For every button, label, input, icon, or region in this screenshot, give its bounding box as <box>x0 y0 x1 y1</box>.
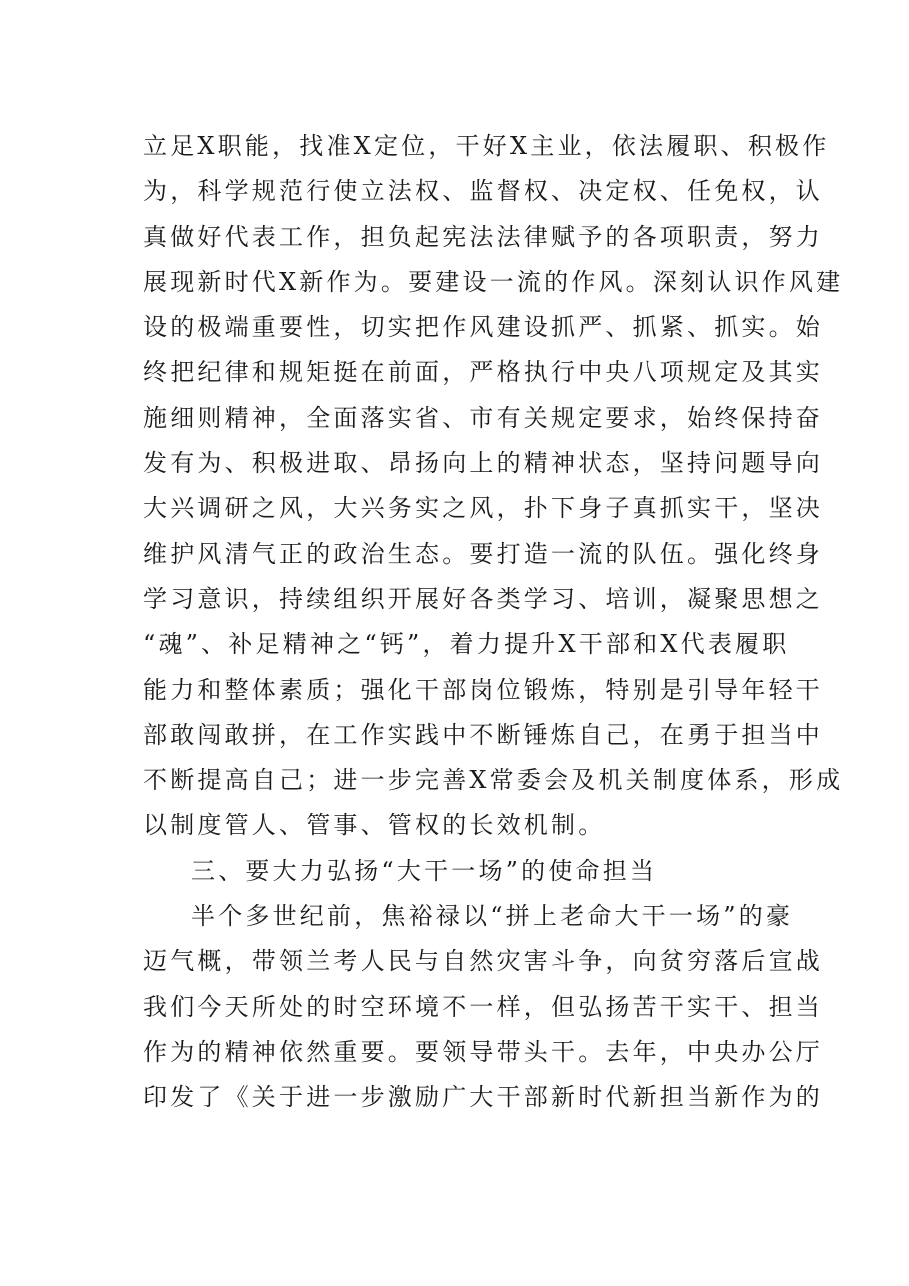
text-line: 展现新时代X新作为。要建设一流的作风。深刻认识作风建 <box>143 267 844 296</box>
text-line: 能力和整体素质；强化干部岗位锻炼，特别是引导年轻干 <box>143 675 823 704</box>
text-line: 立足X职能，找准X定位，干好X主业，依法履职、积极作 <box>143 132 830 160</box>
text-line: 以制度管人、管事、管权的长效机制。 <box>143 811 606 840</box>
text-line: 部敢闯敢拼，在工作实践中不断锤炼自己，在勇于担当中 <box>143 720 823 749</box>
text-line: 印发了《关于进一步激励广大干部新时代新担当新作为的 <box>143 1083 823 1112</box>
text-line: 作为的精神依然重要。要领导带头干。去年，中央办公厅 <box>143 1037 823 1066</box>
text-line: 施细则精神，全面落实省、市有关规定要求，始终保持奋 <box>143 403 823 432</box>
text-line: 维护风清气正的政治生态。要打造一流的队伍。强化终身 <box>143 539 823 568</box>
text-line: 为，科学规范行使立法权、监督权、决定权、任免权，认 <box>143 177 823 206</box>
text-line: 设的极端重要性，切实把作风建设抓严、抓紧、抓实。始 <box>143 313 823 342</box>
text-line: 终把纪律和规矩挺在前面，严格执行中央八项规定及其实 <box>143 358 823 387</box>
section-heading: 三、要大力弘扬“大干一场”的使命担当 <box>191 856 658 885</box>
text-line: “魂”、补足精神之“钙”，着力提升X干部和X代表履职 <box>143 630 790 659</box>
text-line: 我们今天所处的时空环境不一样，但弘扬苦干实干、担当 <box>143 992 823 1021</box>
text-line: 真做好代表工作，担负起宪法法律赋予的各项职责，努力 <box>143 222 823 251</box>
text-line: 发有为、积极进取、昂扬向上的精神状态，坚持问题导向 <box>143 449 823 478</box>
text-line: 学习意识，持续组织开展好各类学习、培训，凝聚思想之 <box>143 584 823 613</box>
body-text <box>143 124 844 1121</box>
text-line: 迈气概，带领兰考人民与自然灾害斗争，向贫穷落后宣战 <box>143 947 823 976</box>
text-line: 大兴调研之风，大兴务实之风，扑下身子真抓实干，坚决 <box>143 494 823 523</box>
text-line: 不断提高自己；进一步完善X常委会及机关制度体系，形成 <box>143 766 844 795</box>
text-line: 半个多世纪前，焦裕禄以“拼上老命大干一场”的豪 <box>191 902 794 931</box>
